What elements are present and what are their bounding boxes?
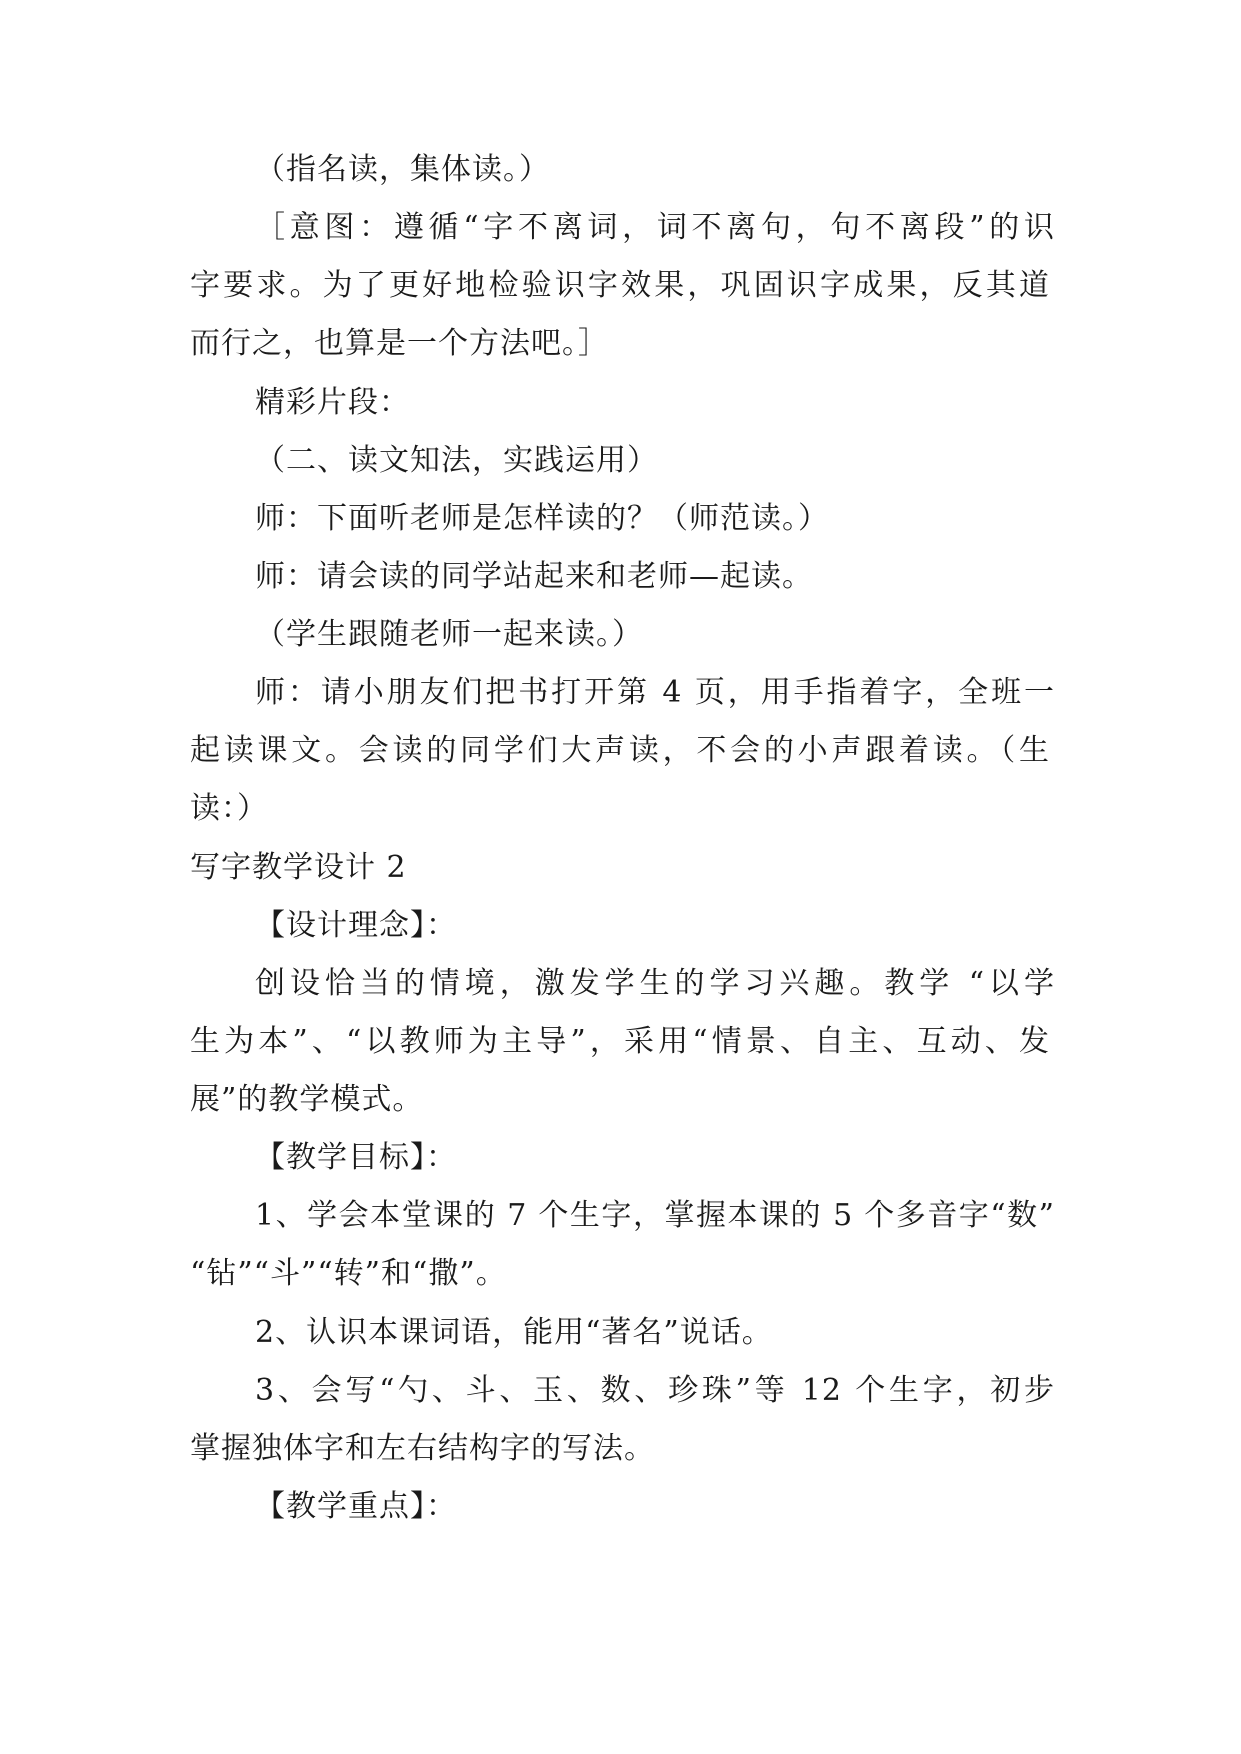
paragraph-line: 而行之，也算是一个方法吧。］ [190, 326, 609, 361]
paragraph-line: 读：） [190, 791, 268, 826]
section-heading-teaching-goals: 【教学目标】： [255, 1140, 457, 1175]
section-heading-design-concept: 【设计理念】： [255, 908, 457, 943]
list-item-continuation: 掌握独体字和左右结构字的写法。 [190, 1431, 655, 1466]
paragraph-line: 生为本”、“以教师为主导”，采用“情景、自主、互动、发 [190, 1024, 1050, 1059]
paragraph-line: （指名读，集体读。） [255, 152, 550, 187]
paragraph-line: ［意图：遵循“字不离词，词不离句，句不离段”的识 [255, 210, 1055, 245]
list-item-continuation: “钻”“斗”“转”和“撒”。 [190, 1256, 507, 1291]
section-heading-teaching-focus: 【教学重点】： [255, 1489, 457, 1524]
paragraph-line: 展”的教学模式。 [190, 1082, 424, 1117]
paragraph-line: 师：下面听老师是怎样读的？（师范读。） [255, 501, 829, 536]
paragraph-line: 创设恰当的情境，激发学生的学习兴趣。教学 “以学 [255, 966, 1055, 1001]
paragraph-line: 师：请会读的同学站起来和老师—起读。 [255, 559, 813, 594]
paragraph-line: （学生跟随老师一起来读。） [255, 617, 643, 652]
paragraph-line: 字要求。为了更好地检验识字效果，巩固识字成果，反其道 [190, 268, 1050, 303]
paragraph-line: （二、读文知法，实践运用） [255, 443, 658, 478]
paragraph-line: 师：请小朋友们把书打开第 4 页，用手指着字，全班一 [255, 675, 1055, 710]
list-item: 3、会写“勺、斗、玉、数、珍珠”等 12 个生字，初步 [255, 1373, 1055, 1408]
list-item: 1、学会本堂课的 7 个生字，掌握本课的 5 个多音字“数” [255, 1198, 1055, 1233]
paragraph-line: 起读课文。会读的同学们大声读，不会的小声跟着读。（生 [190, 733, 1050, 768]
section-label: 精彩片段： [255, 385, 410, 420]
list-item: 2、认识本课词语，能用“著名”说话。 [255, 1315, 773, 1350]
document-heading: 写字教学设计 2 [190, 850, 407, 885]
